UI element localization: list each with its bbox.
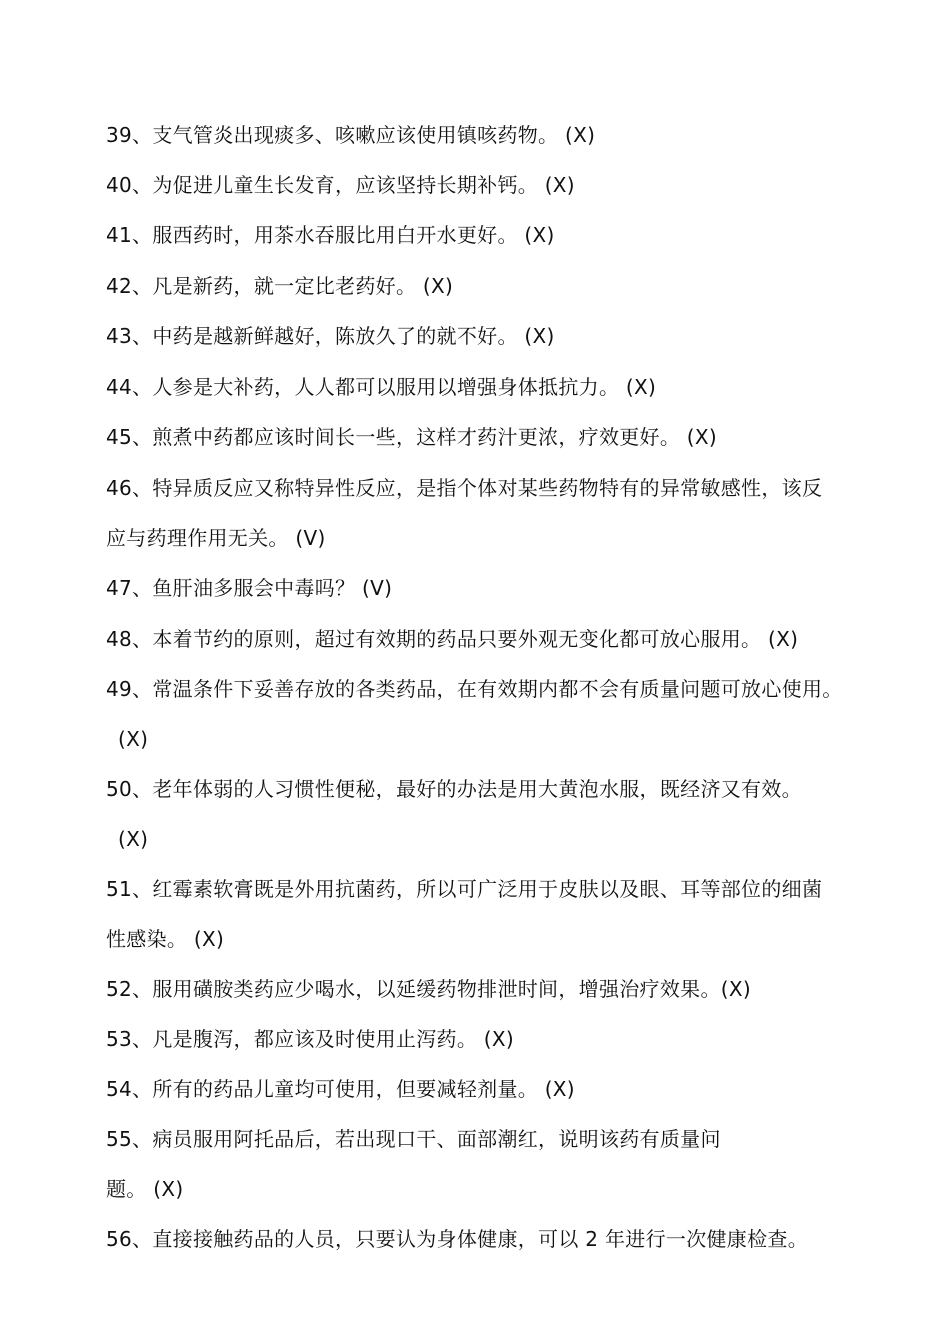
question-53: 53、凡是腹泻，都应该及时使用止泻药。 (X) bbox=[106, 1027, 515, 1051]
question-50-line-1: 50、老年体弱的人习惯性便秘，最好的办法是用大黄泡水服，既经济又有效。 bbox=[106, 777, 802, 801]
question-42: 42、凡是新药，就一定比老药好。 (X) bbox=[106, 274, 454, 298]
question-51-line-1: 51、红霉素软膏既是外用抗菌药，所以可广泛用于皮肤以及眼、耳等部位的细菌 bbox=[106, 877, 823, 901]
question-43: 43、中药是越新鲜越好，陈放久了的就不好。 (X) bbox=[106, 324, 555, 348]
question-50-line-2: (X) bbox=[118, 827, 149, 851]
question-46-line-1: 46、特异质反应又称特异性反应，是指个体对某些药物特有的异常敏感性，该反 bbox=[106, 476, 823, 500]
question-51-line-2: 性感染。 (X) bbox=[106, 927, 225, 951]
question-56: 56、直接接触药品的人员，只要认为身体健康，可以 2 年进行一次健康检查。 bbox=[106, 1227, 808, 1251]
question-44: 44、人参是大补药，人人都可以服用以增强身体抵抗力。 (X) bbox=[106, 375, 657, 399]
question-41: 41、服西药时，用茶水吞服比用白开水更好。 (X) bbox=[106, 223, 555, 247]
question-46-line-2: 应与药理作用无关。 (V) bbox=[106, 526, 326, 550]
question-45: 45、煎煮中药都应该时间长一些，这样才药汁更浓，疗效更好。 (X) bbox=[106, 425, 718, 449]
question-49-line-1: 49、常温条件下妥善存放的各类药品，在有效期内都不会有质量问题可放心使用。 bbox=[106, 677, 843, 701]
question-55-line-1: 55、病员服用阿托品后，若出现口干、面部潮红，说明该药有质量问 bbox=[106, 1127, 721, 1151]
question-49-line-2: (X) bbox=[118, 727, 149, 751]
question-40: 40、为促进儿童生长发育，应该坚持长期补钙。 (X) bbox=[106, 173, 575, 197]
question-47: 47、鱼肝油多服会中毒吗？ (V) bbox=[106, 576, 393, 600]
question-39: 39、支气管炎出现痰多、咳嗽应该使用镇咳药物。 (X) bbox=[106, 123, 596, 147]
question-54: 54、所有的药品儿童均可使用，但要减轻剂量。 (X) bbox=[106, 1077, 575, 1101]
question-55-line-2: 题。 (X) bbox=[106, 1177, 184, 1201]
question-52: 52、服用磺胺类药应少喝水，以延缓药物排泄时间，增强治疗效果。(X) bbox=[106, 977, 751, 1001]
question-48: 48、本着节约的原则，超过有效期的药品只要外观无变化都可放心服用。 (X) bbox=[106, 627, 799, 651]
